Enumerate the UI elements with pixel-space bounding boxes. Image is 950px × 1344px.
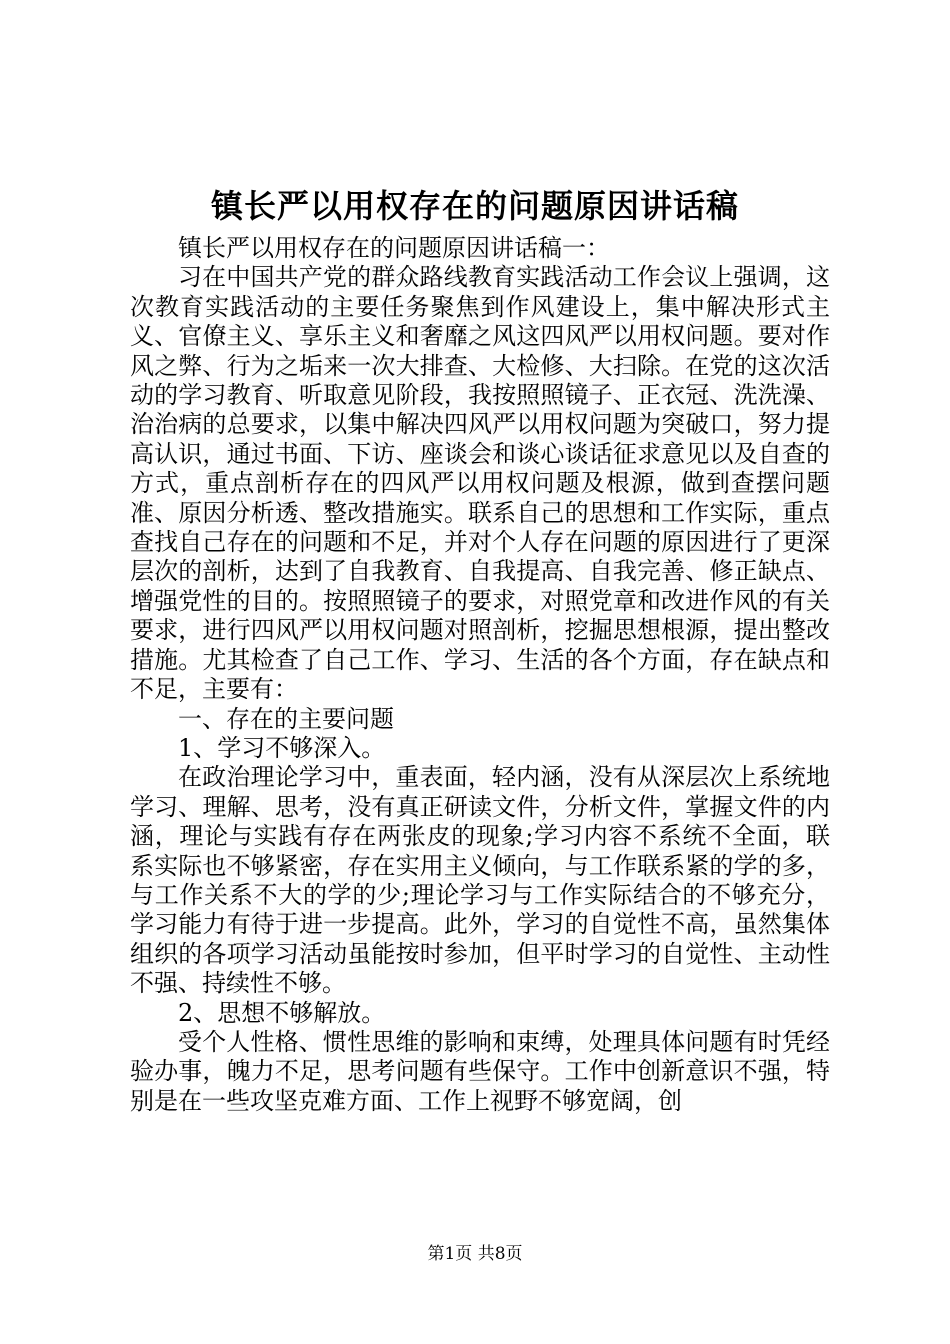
paragraph-study: 在政治理论学习中，重表面，轻内涵，没有从深层次上系统地学习、理解、思考，没有真正研读文件，分析文件，掌握文件的内涵，理论与实践有存在两张皮的现象;学习内容不系统不全面，联系实际也不够紧密，存在实用主义倾向，与工作联系紧的学的多，与工作关系不大的学的少;理论学习与工作实际结合的不够充分，学习能力有待于进一步提高。此外，学习的自觉性不高，虽然集体组织的各项学习活动虽能按时参加，但平时学习的自觉性、主动性不强、持续性不够。 xyxy=(130,763,830,998)
page-number-footer: 第1页 共8页 xyxy=(427,1244,523,1264)
document-title: 镇长严以用权存在的问题原因讲话稿 xyxy=(210,187,739,225)
subheading-thinking: 2、思想不够解放。 xyxy=(178,998,386,1027)
subheading-study: 1、学习不够深入。 xyxy=(178,733,386,762)
section-heading-main-problems: 一、存在的主要问题 xyxy=(178,704,394,733)
paragraph-opening: 习在中国共产党的群众路线教育实践活动工作会议上强调，这次教育实践活动的主要任务聚焦到作风建设上，集中解决形式主义、官僚主义、享乐主义和奢靡之风这四风严以用权问题。要对作风之弊、行为之垢来一次大排查、大检修、大扫除。在党的这次活动的学习教育、听取意见阶段，我按照照镜子、正衣冠、洗洗澡、治治病的总要求，以集中解决四风严以用权问题为突破口，努力提高认识，通过书面、下访、座谈会和谈心谈话征求意见以及自查的方式，重点剖析存在的四风严以用权问题及根源，做到查摆问题准、原因分析透、整改措施实。联系自己的思想和工作实际，重点查找自己存在的问题和不足，并对个人存在问题的原因进行了更深层次的剖析，达到了自我教育、自我提高、自我完善、修正缺点、增强党性的目的。按照照镜子的要求，对照党章和改进作风的有关要求，进行四风严以用权问题对照剖析，挖掘思想根源，提出整改措施。尤其检查了自己工作、学习、生活的各个方面，存在缺点和不足，主要有： xyxy=(130,263,830,704)
document-body xyxy=(130,234,830,1116)
paragraph-thinking: 受个人性格、惯性思维的影响和束缚，处理具体问题有时凭经验办事，魄力不足，思考问题有些保守。工作中创新意识不强，特别是在一些攻坚克难方面、工作上视野不够宽阔，创 xyxy=(130,1027,830,1115)
intro-line: 镇长严以用权存在的问题原因讲话稿一： xyxy=(178,234,610,262)
